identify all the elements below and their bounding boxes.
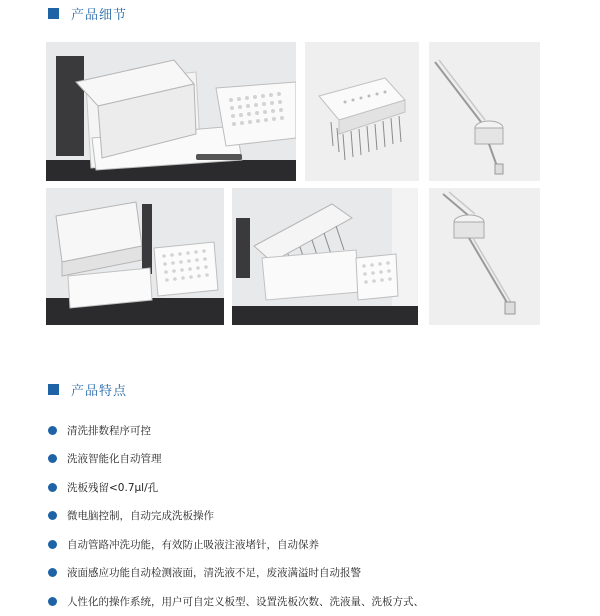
- section-title-details: 产品细节: [71, 8, 128, 23]
- feature-item: [48, 587, 424, 616]
- feature-text: 自动管路冲洗功能，有效防止吸液注液堵针，自动保养: [67, 538, 319, 551]
- photo-washer-head-tilted: [232, 188, 418, 325]
- bullet-dot-icon: [48, 511, 57, 520]
- section-square-icon: [48, 384, 59, 395]
- bullet-dot-icon: [48, 597, 57, 606]
- feature-item: [48, 473, 424, 502]
- feature-item: [48, 530, 424, 559]
- bullet-dot-icon: [48, 568, 57, 577]
- photo-washer-deck: [46, 42, 296, 181]
- photo-tube-cap-closeup: [429, 188, 540, 325]
- section-square-icon: [48, 8, 59, 19]
- section-header-features: [48, 380, 127, 399]
- photo-liquid-tube: [429, 42, 540, 181]
- feature-text: 清洗排数程序可控: [67, 424, 151, 437]
- feature-item: [48, 559, 424, 588]
- feature-text: 人性化的操作系统，用户可自定义板型、设置洗板次数、洗液量、洗板方式、: [67, 595, 424, 608]
- section-header-details: [48, 4, 127, 23]
- feature-item: [48, 502, 424, 531]
- feature-text: 微电脑控制，自动完成洗板操作: [67, 510, 214, 523]
- feature-text: 洗液智能化自动管理: [67, 453, 162, 466]
- feature-item: [48, 445, 424, 474]
- feature-list: [48, 416, 424, 616]
- feature-item: [48, 416, 424, 445]
- section-title-features: 产品特点: [71, 384, 128, 399]
- bullet-dot-icon: [48, 483, 57, 492]
- photo-washer-head-lowered: [46, 188, 224, 325]
- photo-wash-head: [305, 42, 419, 181]
- bullet-dot-icon: [48, 540, 57, 549]
- feature-text: 洗板残留<0.7μl/孔: [67, 481, 159, 494]
- bullet-dot-icon: [48, 426, 57, 435]
- bullet-dot-icon: [48, 454, 57, 463]
- feature-text: 液面感应功能自动检测液面，清洗液不足，废液满溢时自动报警: [67, 567, 361, 580]
